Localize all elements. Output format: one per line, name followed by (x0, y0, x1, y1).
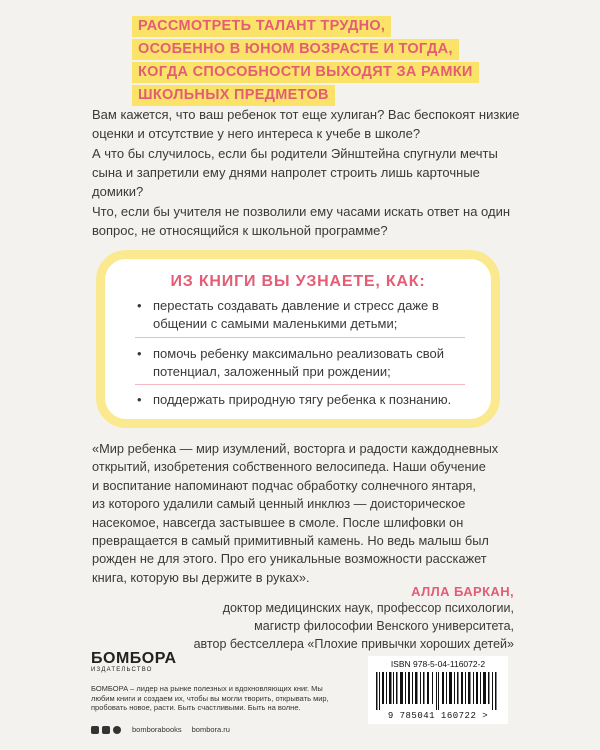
publisher-logo (91, 650, 177, 673)
intro-paragraph: Вам кажется, что ваш ребенок тот еще хулиган? Вас беспокоят низкие оценки и отсутствие у него интереса к учебе в школе? (92, 107, 520, 141)
barcode (368, 656, 508, 724)
publisher-blurb: БОМБОРА – лидер на рынке полезных и вдохновляющих книг. Мы любим книги и создаем их, чтобы вы могли творить, открывать мир, пробовать новое, расти. Быть счастливыми. Быть на волне. (91, 684, 329, 712)
social-links (91, 725, 230, 734)
publisher-logo-text: БОМБОРА (91, 650, 177, 667)
quote-line: «Мир ребенка — мир изумлений, восторга и радости каждодневных (92, 441, 499, 456)
author-name: АЛЛА БАРКАН, (411, 584, 514, 599)
publisher-logo-sub: ИЗДАТЕЛЬСТВО (91, 667, 153, 673)
headline (132, 16, 473, 108)
headline-line: КОГДА СПОСОБНОСТИ ВЫХОДЯТ ЗА РАМКИ (132, 62, 479, 83)
headline-line: РАССМОТРЕТЬ ТАЛАНТ ТРУДНО, (132, 16, 391, 37)
quote-line: книга, которую вы держите в руках». (92, 569, 310, 585)
quote-line: и воспитание напоминают подчас обработку солнечного янтаря, (92, 477, 476, 493)
quote-line: рожден не для этого. Про его уникальные возможности расскажет (92, 551, 487, 567)
author-credential: доктор медицинских наук, профессор психологии, (222, 601, 514, 615)
card-item: • поддержать природную тягу ребенка к познанию. (135, 391, 493, 409)
instagram-icon[interactable] (113, 726, 121, 734)
card-title: ИЗ КНИГИ ВЫ УЗНАЕТЕ, КАК: (170, 273, 426, 290)
author-credential: магистр философии Венского университета, (254, 619, 514, 633)
social-icons (91, 726, 122, 734)
vk-icon[interactable] (102, 726, 110, 734)
quote-line: из которого удалили самый ценный инклюз — доисторическое (92, 496, 466, 512)
publisher-site[interactable]: bombora.ru (191, 725, 230, 734)
barcode-digits: 9 785041 160722 > (387, 711, 489, 721)
author-credential: автор бестселлера «Плохие привычки хороших детей» (193, 637, 514, 651)
quote-line: насекомое, навсегда застывшее в смоле. После шлифовки он (92, 514, 464, 530)
intro-paragraph: А что бы случилось, если бы родители Эйнштейна спугнули мечты сына и запретили ему днями напролет строить лишь карточные домики? (92, 146, 498, 199)
card-item: • помочь ребенку максимально реализовать свой потенциал, заложенный при рождении; (135, 345, 493, 381)
quote (92, 440, 522, 587)
quote-line: открытий, изобретения собственного велосипеда. Наши обучение (92, 459, 486, 475)
learn-card (96, 250, 500, 428)
intro-paragraph: Что, если бы учителя не позволили ему часами искать ответ на один вопрос, не относящийся к школьной программе? (92, 204, 511, 238)
card-divider (135, 384, 465, 385)
headline-line: ОСОБЕННО В ЮНОМ ВОЗРАСТЕ И ТОГДА, (132, 39, 459, 60)
facebook-icon[interactable] (91, 726, 99, 734)
card-divider (135, 337, 465, 338)
isbn-text: ISBN 978-5-04-116072-2 (390, 659, 486, 669)
quote-line: превращается в самый примитивный камень. Но ведь малыш был (92, 533, 489, 549)
author-block (194, 584, 514, 653)
headline-line: ШКОЛЬНЫХ ПРЕДМЕТОВ (132, 85, 335, 106)
social-handle[interactable]: bomborabooks (132, 725, 182, 734)
barcode-bars (376, 672, 500, 710)
card-item: • перестать создавать давление и стресс даже в общении с самыми маленькими детьми; (135, 297, 493, 333)
